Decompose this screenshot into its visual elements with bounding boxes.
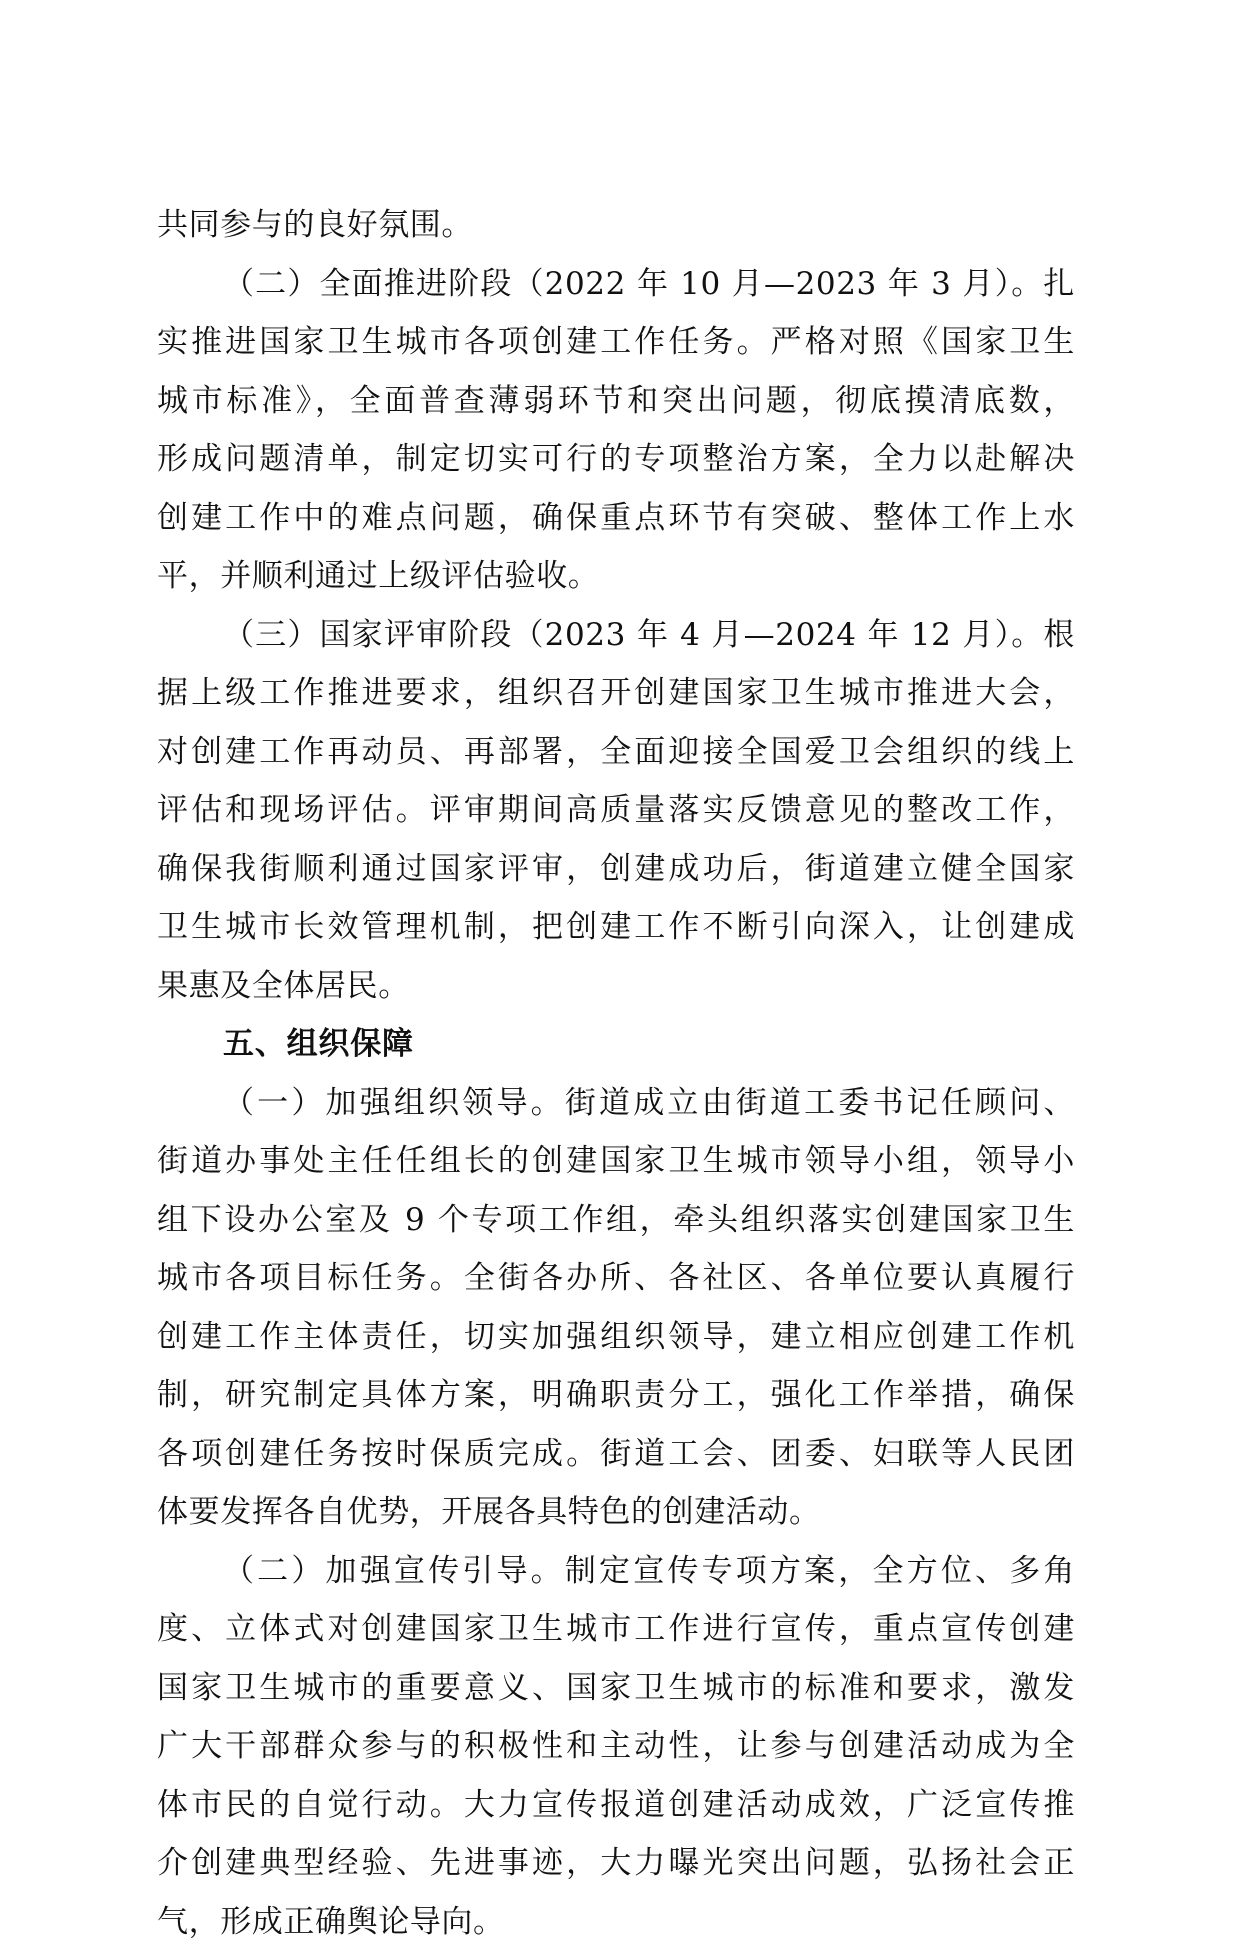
- paragraph-line: 气，形成正确舆论导向。: [157, 1893, 1075, 1951]
- paragraph-line: 体市民的自觉行动。大力宣传报道创建活动成效，广泛宣传推: [157, 1776, 1075, 1835]
- section-2-1-heading-line: （二）全面推进阶段（2022 年 10 月—2023 年 3 月）。扎: [157, 255, 1075, 314]
- paragraph-line: 国家卫生城市的重要意义、国家卫生城市的标准和要求，激发: [157, 1659, 1075, 1718]
- paragraph-line: 对创建工作再动员、再部署，全面迎接全国爱卫会组织的线上: [157, 723, 1075, 782]
- paragraph-line: 形成问题清单，制定切实可行的专项整治方案，全力以赴解决: [157, 430, 1075, 489]
- paragraph-line: 组下设办公室及 9 个专项工作组，牵头组织落实创建国家卫生: [157, 1191, 1075, 1250]
- paragraph-line: 介创建典型经验、先进事迹，大力曝光突出问题，弘扬社会正: [157, 1834, 1075, 1893]
- paragraph-line: 果惠及全体居民。: [157, 957, 1075, 1016]
- paragraph-line: 度、立体式对创建国家卫生城市工作进行宣传，重点宣传创建: [157, 1600, 1075, 1659]
- section-title-organizational-support: 五、组织保障: [157, 1015, 1075, 1074]
- paragraph-line: 实推进国家卫生城市各项创建工作任务。严格对照《国家卫生: [157, 313, 1075, 372]
- paragraph-line: 创建工作主体责任，切实加强组织领导，建立相应创建工作机: [157, 1308, 1075, 1367]
- paragraph-line: 平，并顺利通过上级评估验收。: [157, 547, 1075, 606]
- section-2-2-heading-line: （三）国家评审阶段（2023 年 4 月—2024 年 12 月）。根: [157, 606, 1075, 665]
- paragraph-line: 各项创建任务按时保质完成。街道工会、团委、妇联等人民团: [157, 1425, 1075, 1484]
- paragraph-line: 评估和现场评估。评审期间高质量落实反馈意见的整改工作，: [157, 781, 1075, 840]
- paragraph-line: 广大干部群众参与的积极性和主动性，让参与创建活动成为全: [157, 1717, 1075, 1776]
- document-body: [157, 196, 1075, 1951]
- section-5-1-heading-line: （一）加强组织领导。街道成立由街道工委书记任顾问、: [157, 1074, 1075, 1133]
- section-5-2-heading-line: （二）加强宣传引导。制定宣传专项方案，全方位、多角: [157, 1542, 1075, 1601]
- paragraph-line: 制，研究制定具体方案，明确职责分工，强化工作举措，确保: [157, 1366, 1075, 1425]
- paragraph-line: 城市标准》，全面普查薄弱环节和突出问题，彻底摸清底数，: [157, 372, 1075, 431]
- paragraph-line: 确保我街顺利通过国家评审，创建成功后，街道建立健全国家: [157, 840, 1075, 899]
- paragraph-line: 街道办事处主任任组长的创建国家卫生城市领导小组，领导小: [157, 1132, 1075, 1191]
- paragraph-line: 体要发挥各自优势，开展各具特色的创建活动。: [157, 1483, 1075, 1542]
- paragraph-line: 据上级工作推进要求，组织召开创建国家卫生城市推进大会，: [157, 664, 1075, 723]
- paragraph-line: 创建工作中的难点问题，确保重点环节有突破、整体工作上水: [157, 489, 1075, 548]
- paragraph-line: 城市各项目标任务。全街各办所、各社区、各单位要认真履行: [157, 1249, 1075, 1308]
- paragraph-line: 共同参与的良好氛围。: [157, 196, 1075, 255]
- paragraph-line: 卫生城市长效管理机制，把创建工作不断引向深入，让创建成: [157, 898, 1075, 957]
